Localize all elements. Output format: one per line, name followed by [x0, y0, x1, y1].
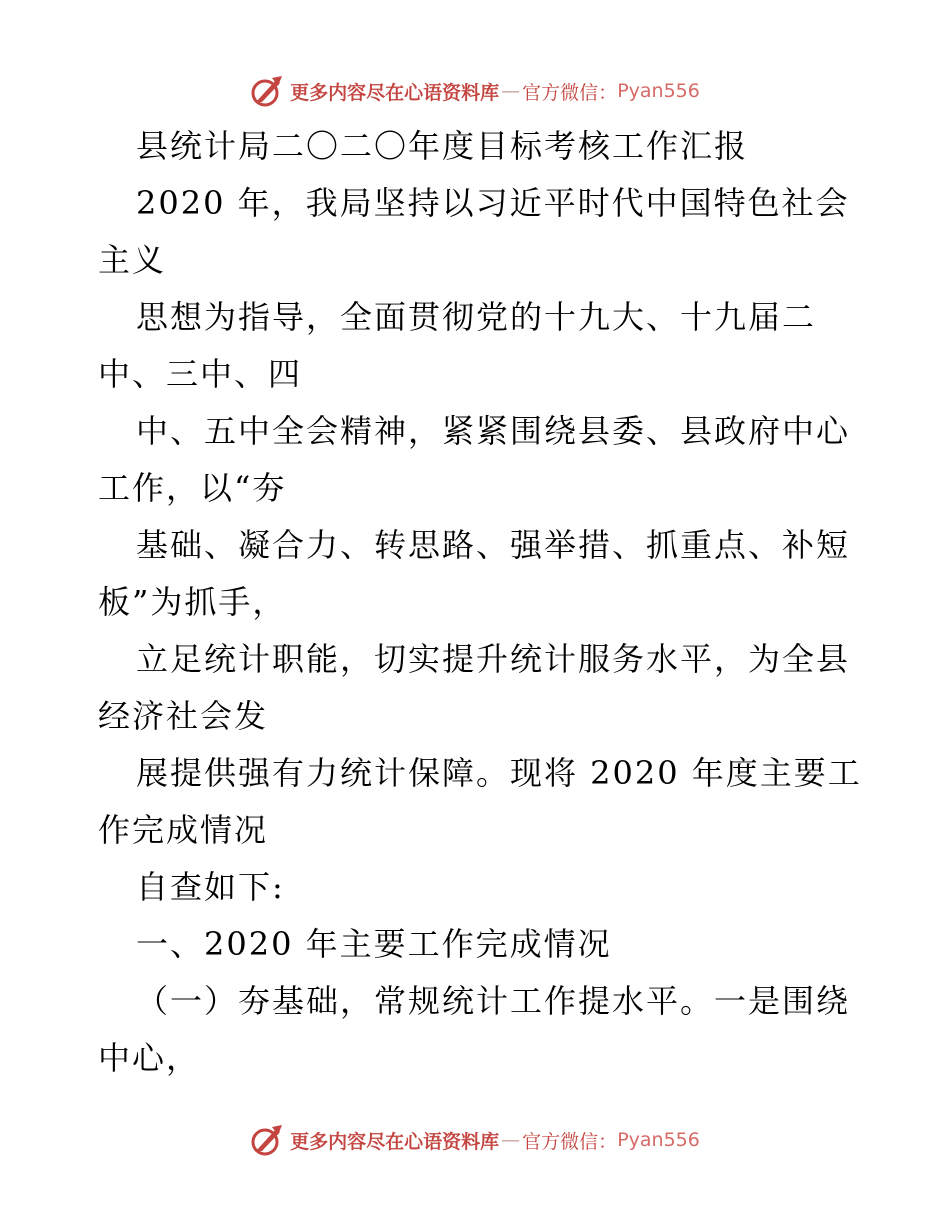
- footer-watermark: [0, 1120, 950, 1160]
- text-line: 主义: [98, 241, 167, 279]
- quill-logo-icon: [250, 74, 284, 108]
- watermark-separator: —: [501, 80, 521, 102]
- document-body: [98, 118, 862, 1087]
- text-line: 一、2020 年主要工作完成情况: [136, 925, 612, 963]
- watermark-text: 更多内容尽在心语资料库: [290, 1130, 500, 1153]
- text-line: 基础、凝合力、转思路、强举措、抓重点、补短: [136, 526, 851, 564]
- watermark-contact-id: Pyan556: [617, 1129, 700, 1151]
- text-line: 作完成情况: [98, 811, 269, 849]
- watermark-contact-label: 官方微信：: [522, 81, 618, 104]
- text-line: 县统计局二〇二〇年度目标考核工作汇报: [136, 127, 749, 165]
- header-watermark: [0, 71, 950, 111]
- text-line: 展提供强有力统计保障。现将 2020 年度主要工: [136, 754, 862, 792]
- text-line: 中心，: [98, 1039, 201, 1077]
- watermark-contact-label: 官方微信：: [522, 1130, 618, 1153]
- text-line: 中、三中、四: [98, 355, 303, 393]
- watermark-contact-id: Pyan556: [617, 80, 700, 102]
- text-line: 思想为指导，全面贯彻党的十九大、十九届二: [136, 298, 817, 336]
- text-line: 经济社会发: [98, 697, 269, 735]
- text-line: （一）夯基础，常规统计工作提水平。一是围绕: [136, 982, 851, 1020]
- quill-logo-icon: [250, 1123, 284, 1157]
- text-line: 工作，以“夯: [98, 469, 287, 507]
- text-line: 立足统计职能，切实提升统计服务水平，为全县: [136, 640, 851, 678]
- watermark-separator: —: [501, 1129, 521, 1151]
- text-line: 自查如下:: [136, 868, 285, 906]
- watermark-text: 更多内容尽在心语资料库: [290, 81, 500, 104]
- text-line: 中、五中全会精神，紧紧围绕县委、县政府中心: [136, 412, 851, 450]
- text-line: 2020 年，我局坚持以习近平时代中国特色社会: [136, 184, 850, 222]
- text-line: 板”为抓手，: [98, 583, 287, 621]
